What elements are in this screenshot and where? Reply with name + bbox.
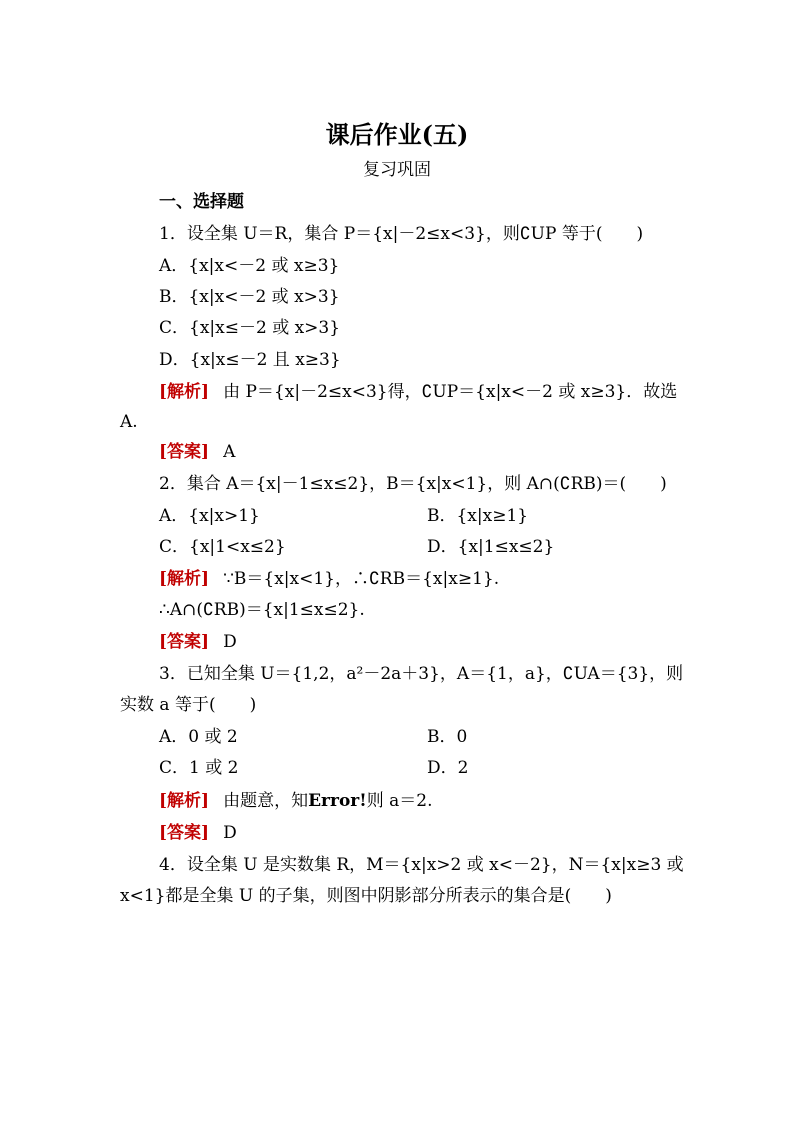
q3-answer-value: D (223, 823, 237, 843)
q1-analysis (0, 377, 794, 407)
analysis-tag: [解析] (159, 382, 210, 402)
q4-stem: 4．设全集 U 是实数集 R，M＝{x|x>2 或 x<－2}，N＝{x|x≥3 或 (159, 855, 684, 875)
q3-option-c: C．1 或 2 (159, 758, 239, 778)
q1-option-a: A．{x|x<－2 或 x≥3} (159, 256, 340, 276)
q3-answer (0, 818, 794, 848)
q3-analysis-error: Error! (308, 791, 367, 811)
answer-tag: [答案] (159, 823, 210, 843)
q2-stem: 2．集合 A＝{x|－1≤x≤2}，B＝{x|x<1}，则 A∩(∁RB)＝( ) (159, 474, 667, 494)
q1-option-d: D．{x|x≤－2 且 x≥3} (159, 350, 341, 370)
answer-tag: [答案] (159, 632, 210, 652)
q2-options-row2 (0, 532, 794, 562)
q3-option-d: D．2 (427, 758, 469, 778)
q2-option-c: C．{x|1<x≤2} (159, 537, 286, 557)
q3-analysis-pre: 由题意，知 (223, 791, 309, 811)
page-title: 课后作业(五) (325, 120, 469, 149)
page-subtitle: 复习巩固 (363, 160, 431, 180)
q2-options-row1 (0, 501, 794, 531)
q2-option-a: A．{x|x>1} (159, 506, 260, 526)
answer-tag: [答案] (159, 442, 210, 462)
q2-option-b: B．{x|x≥1} (427, 506, 529, 526)
q2-analysis-cont: ∴A∩(∁RB)＝{x|1≤x≤2}. (159, 600, 365, 620)
q3-analysis (0, 786, 794, 816)
q2-option-d: D．{x|1≤x≤2} (427, 537, 555, 557)
q1-analysis-cont: A. (120, 412, 138, 432)
q3-options-row1 (0, 722, 794, 752)
q1-stem: 1．设全集 U＝R，集合 P＝{x|－2≤x<3}，则∁UP 等于( ) (159, 224, 644, 244)
q2-analysis-text: ∵B＝{x|x<1}，∴∁RB＝{x|x≥1}. (223, 569, 500, 589)
q3-option-b: B．0 (427, 727, 468, 747)
analysis-tag: [解析] (159, 569, 210, 589)
q3-options-row2 (0, 753, 794, 783)
q3-option-a: A．0 或 2 (159, 727, 238, 747)
section-heading: 一、选择题 (159, 192, 244, 212)
q3-stem: 3．已知全集 U＝{1,2，a²－2a＋3}，A＝{1，a}，∁UA＝{3}，则 (159, 664, 684, 684)
q1-answer-value: A (223, 442, 236, 462)
q1-answer (0, 437, 794, 467)
q2-answer (0, 627, 794, 657)
q3-analysis-post: 则 a＝2. (366, 791, 433, 811)
q3-stem-cont: 实数 a 等于( ) (120, 695, 257, 715)
q2-analysis (0, 564, 794, 594)
q1-option-b: B．{x|x<－2 或 x>3} (159, 287, 340, 307)
analysis-tag: [解析] (159, 791, 210, 811)
q1-option-c: C．{x|x≤－2 或 x>3} (159, 318, 341, 338)
q1-analysis-text: 由 P＝{x|－2≤x<3}得，∁UP＝{x|x<－2 或 x≥3}．故选 (223, 382, 678, 402)
q2-answer-value: D (223, 632, 237, 652)
q4-stem-cont: x<1}都是全集 U 的子集，则图中阴影部分所表示的集合是( ) (120, 886, 612, 906)
